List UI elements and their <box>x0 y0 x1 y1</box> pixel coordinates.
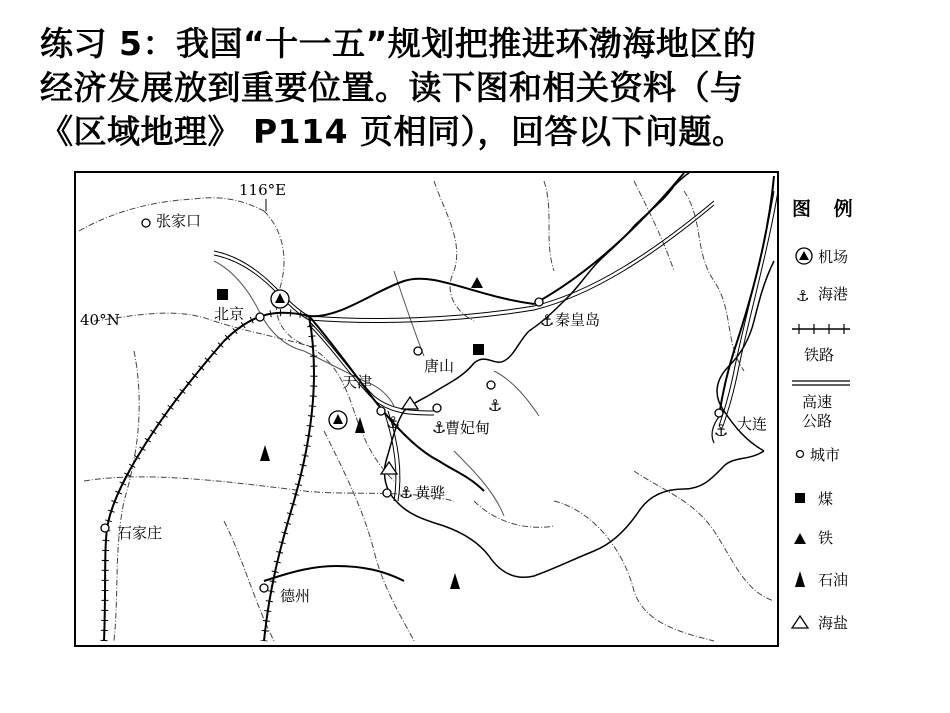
legend-seaport-label: 海港 <box>818 285 849 303</box>
seaport-icon-tianjin: ⚓ <box>386 413 401 432</box>
city-label-beijing: 北京 <box>214 305 245 323</box>
legend-salt <box>792 614 848 632</box>
legend <box>792 197 861 632</box>
city-dot-caofeidian <box>433 404 441 412</box>
city-dot-beijing <box>256 313 264 321</box>
legend-highway <box>792 381 850 430</box>
city-dot-tianjin <box>377 407 385 415</box>
city-symbol <box>797 451 804 458</box>
map-frame <box>75 172 778 646</box>
city-label-tangshan: 唐山 <box>424 357 455 375</box>
anchor-icon: ⚓ <box>796 287 810 305</box>
legend-oil <box>795 571 848 589</box>
question-line-3: 《区域地理》 P114 页相同），回答以下问题。 <box>40 112 746 151</box>
city-dot-zhangjiakou <box>142 219 150 227</box>
city-dot-qinhuangdao <box>535 298 543 306</box>
city-label-tianjin: 天津 <box>342 373 373 391</box>
seaport-icon-huanghua: ⚓ <box>399 483 414 502</box>
salt-symbol <box>792 616 808 628</box>
city-dot-huanghua <box>383 489 391 497</box>
legend-iron-label: 铁 <box>818 529 834 547</box>
legend-coal-label: 煤 <box>818 490 834 508</box>
city-label-dezhou: 德州 <box>280 587 311 605</box>
legend-highway-label-1: 高速 <box>802 393 833 411</box>
city-label-dalian: 大连 <box>737 415 768 433</box>
city-label-huanghua: 黄骅 <box>415 484 446 502</box>
legend-title: 图 例 <box>792 198 861 220</box>
question-text <box>40 22 920 154</box>
city-label-shijiazhuang: 石家庄 <box>117 524 163 542</box>
city-dot-dalian <box>715 409 723 417</box>
coal-symbol <box>795 493 805 503</box>
question-line-1: 练习 5：我国“十一五”规划把推进环渤海地区的 <box>40 24 757 63</box>
oil-symbol <box>795 571 805 587</box>
seaport-icon-dalian: ⚓ <box>714 421 729 440</box>
seaport-icon-caofeidian: ⚓ <box>432 418 447 437</box>
legend-oil-label: 石油 <box>818 571 849 589</box>
airport-icon-tianjin <box>329 411 347 429</box>
bohai-map <box>74 171 864 647</box>
legend-salt-label: 海盐 <box>818 614 849 632</box>
legend-coal <box>795 490 833 508</box>
coal-icon-tangshan <box>473 344 484 355</box>
question-line-2: 经济发展放到重要位置。读下图和相关资料（与 <box>40 68 744 107</box>
seaport-icon-east: ⚓ <box>488 396 503 415</box>
iron-symbol <box>794 533 806 544</box>
coal-icon-beijing <box>217 289 228 300</box>
city-dot-tangshan <box>414 347 422 355</box>
legend-airport <box>796 248 848 266</box>
city-label-qinhuangdao: 秦皇岛 <box>555 311 601 329</box>
legend-highway-label-2: 公路 <box>802 412 833 430</box>
legend-airport-label: 机场 <box>818 248 849 266</box>
legend-city <box>797 446 841 464</box>
city-dot-shijiazhuang <box>101 524 109 532</box>
legend-seaport <box>796 285 848 305</box>
latitude-label: 40°N <box>80 311 120 329</box>
airport-icon-beijing <box>271 290 289 308</box>
legend-city-label: 城市 <box>810 446 841 464</box>
legend-railway <box>792 324 850 364</box>
legend-iron <box>794 529 833 547</box>
city-dot-tangshan-east <box>487 381 495 389</box>
longitude-label: 116°E <box>239 181 287 199</box>
map-svg <box>74 171 864 647</box>
city-label-zhangjiakou: 张家口 <box>156 212 202 230</box>
seaport-icon-qinhuangdao: ⚓ <box>540 311 555 330</box>
city-dot-dezhou <box>260 584 268 592</box>
city-label-caofeidian: 曹妃甸 <box>445 419 491 437</box>
legend-railway-label: 铁路 <box>804 346 835 364</box>
